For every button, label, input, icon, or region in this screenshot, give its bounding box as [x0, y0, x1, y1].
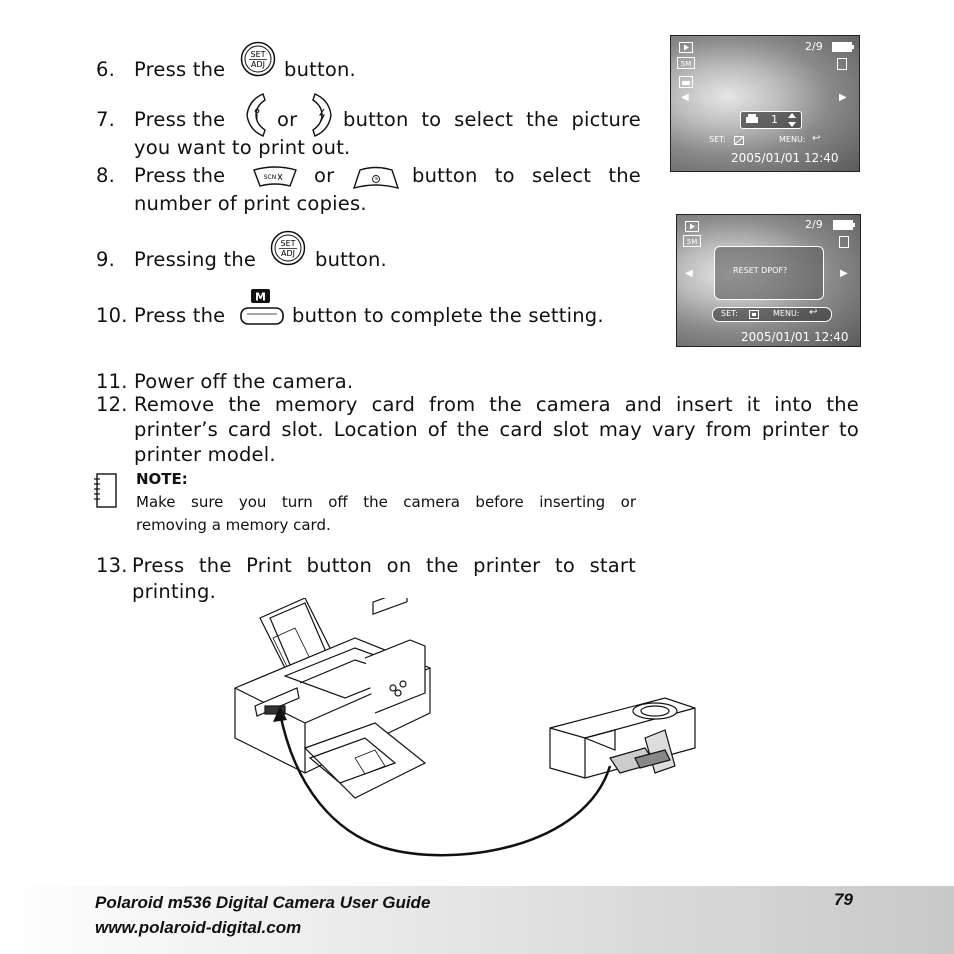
step-10: 10. Press the button to complete the setting.	[96, 304, 604, 327]
right-timer-button-icon	[352, 166, 400, 192]
camera-illustration	[550, 698, 695, 778]
playback-icon	[679, 42, 693, 53]
playback-icon	[685, 221, 699, 232]
cancel-icon	[734, 136, 744, 145]
down-flash-button-icon	[309, 92, 335, 138]
print-order-icon	[679, 76, 693, 88]
step-6: 6. Press the button.	[96, 58, 356, 81]
date-time: 2005/01/01 12:40	[741, 330, 849, 344]
resolution-icon	[683, 235, 701, 247]
printer-illustration	[235, 598, 430, 798]
copies-box	[740, 111, 802, 129]
svg-text:SCN: SCN	[263, 174, 277, 181]
dialog-text: RESET DPOF?	[733, 266, 788, 275]
menu-button-icon	[238, 288, 286, 328]
footer-title: Polaroid m536 Digital Camera User Guide	[95, 893, 431, 912]
footer-bar	[0, 886, 954, 954]
step-8: 8. Press the or button to select the number of print copies.	[96, 164, 641, 215]
note-title: NOTE:	[136, 470, 188, 488]
quality-icon	[837, 58, 847, 70]
camera-screen-print-copies	[670, 35, 860, 172]
menu-label: MENU:	[773, 309, 800, 318]
up-macro-button-icon	[243, 92, 269, 138]
step-12: 12. Remove the memory card from the camera and insert it into the printer’s card slot. Location of the card slot may vary from printer to printer model.	[96, 393, 859, 466]
date-time: 2005/01/01 12:40	[731, 151, 839, 165]
svg-text:SET: SET	[250, 50, 266, 59]
left-arrow-icon: ◀	[681, 92, 689, 103]
note-icon	[92, 473, 118, 509]
menu-label: MENU:	[779, 135, 806, 144]
svg-text:ADJ: ADJ	[251, 60, 265, 69]
printer-icon	[745, 114, 759, 126]
set-label: SET:	[721, 309, 738, 318]
copies-value: 1	[771, 113, 778, 126]
step-7: 7. Press the or button to select the picture you want to print out.	[96, 108, 641, 159]
svg-text:5M: 5M	[680, 60, 692, 68]
set-adj-button-icon	[240, 40, 276, 78]
reset-dpof-dialog	[714, 246, 824, 300]
step-13: 13. Press the Print button on the printer to start printing.	[96, 554, 636, 603]
image-counter: 2/9	[805, 218, 823, 231]
battery-icon	[832, 42, 854, 52]
battery-icon	[833, 220, 855, 230]
page-number: 79	[834, 890, 853, 909]
set-label: SET:	[709, 135, 726, 144]
image-counter: 2/9	[805, 40, 823, 53]
svg-text:5M: 5M	[686, 238, 698, 246]
svg-text:M: M	[255, 290, 266, 304]
camera-screen-reset-dpof	[676, 214, 861, 347]
step-9: 9. Pressing the button.	[96, 248, 387, 271]
right-arrow-icon: ▶	[840, 268, 848, 279]
svg-text:SET: SET	[280, 239, 296, 248]
left-scn-button-icon	[252, 166, 298, 190]
step-11: 11. Power off the camera.	[96, 370, 354, 393]
quality-icon	[839, 236, 849, 248]
resolution-icon	[677, 57, 695, 69]
printer-camera-illustration	[225, 598, 725, 873]
right-arrow-icon: ▶	[839, 92, 847, 103]
back-icon: ↩	[809, 307, 818, 318]
set-adj-button-icon	[270, 229, 306, 267]
note-body: Make sure you turn off the camera before inserting or removing a memory card.	[136, 493, 636, 534]
set-menu-bar	[712, 307, 832, 322]
up-down-arrows-icon	[788, 113, 796, 127]
back-icon: ↩	[812, 133, 821, 144]
confirm-icon	[749, 310, 759, 319]
left-arrow-icon: ◀	[685, 268, 693, 279]
footer-url[interactable]: www.polaroid-digital.com	[95, 918, 302, 937]
svg-text:ADJ: ADJ	[281, 249, 295, 258]
